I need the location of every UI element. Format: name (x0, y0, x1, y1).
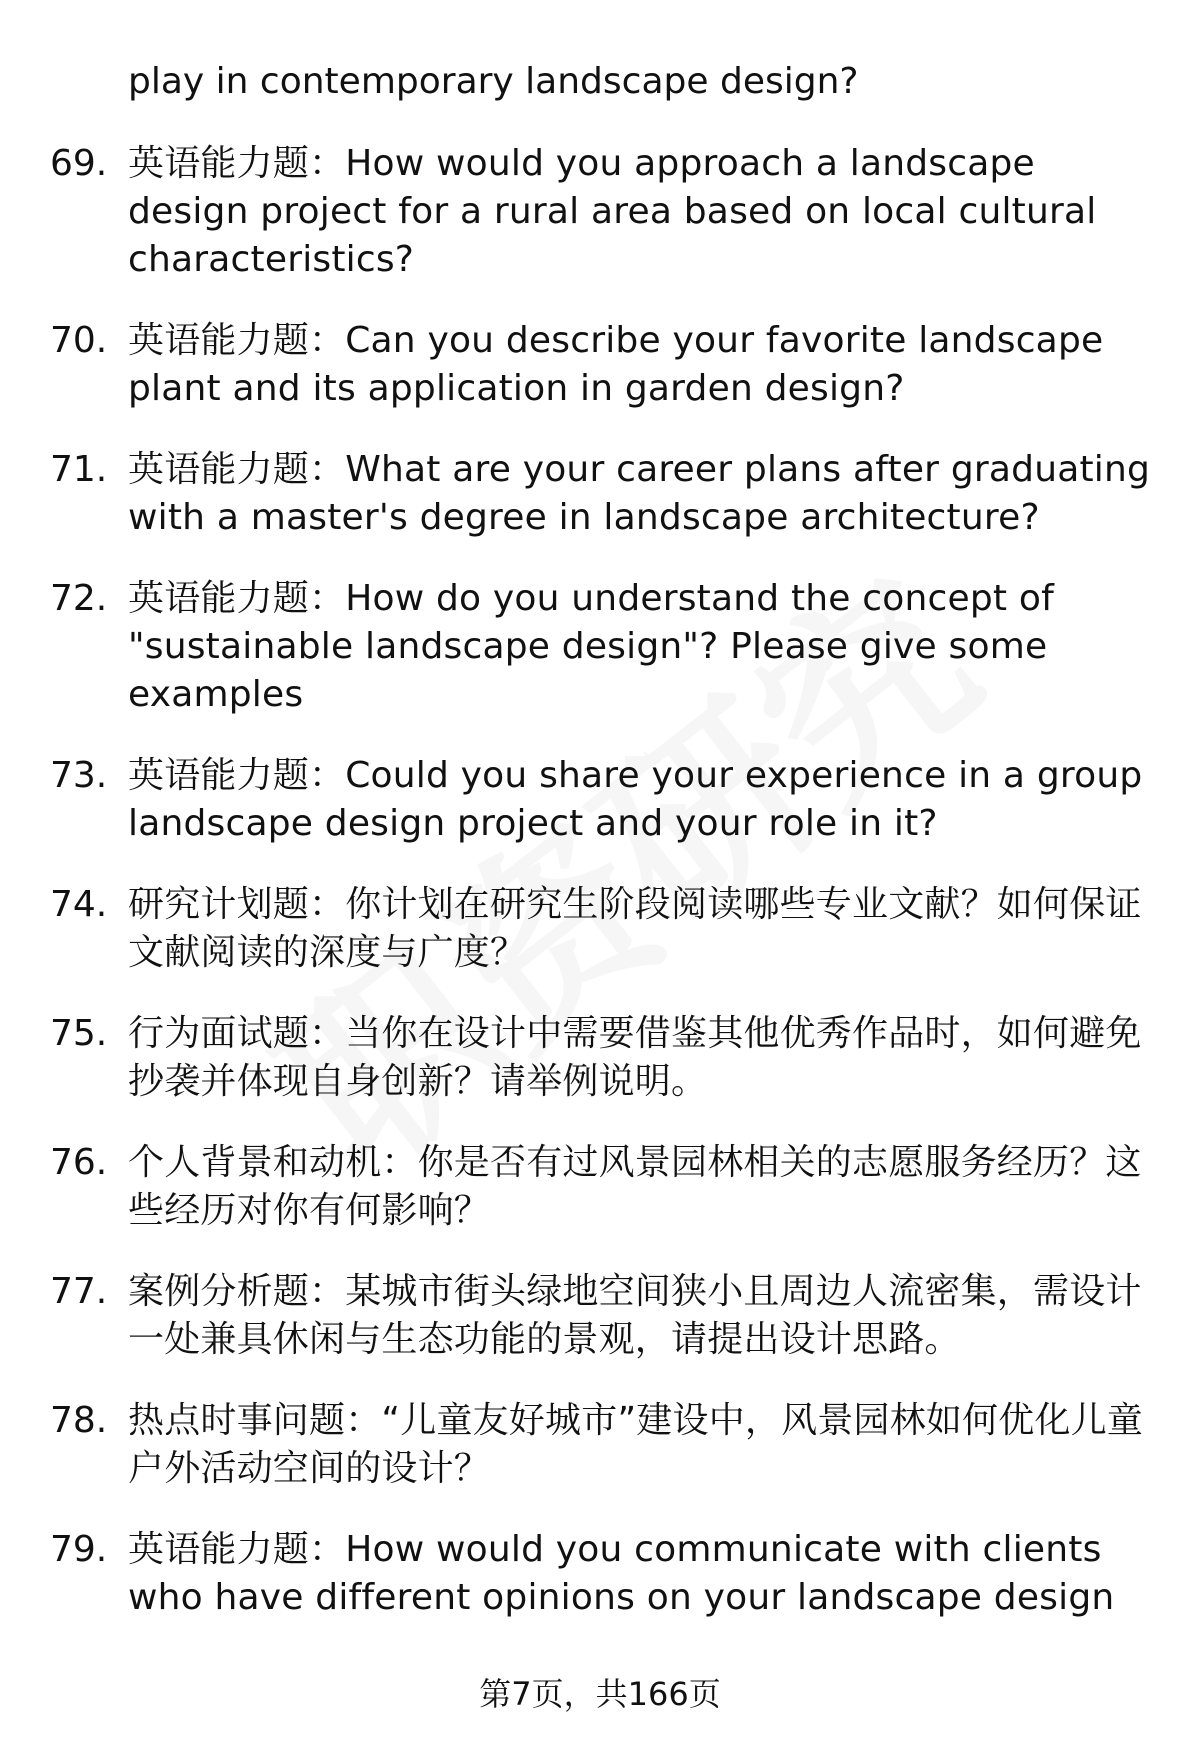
question-number: 69. (50, 143, 108, 184)
question-text: 英语能力题：How do you understand the concept of "sustainable landscape design"? Please give some examples (128, 578, 1054, 715)
question-number: 78. (50, 1400, 108, 1441)
question-number: 77. (50, 1271, 108, 1312)
question-text: 热点时事问题：“儿童友好城市”建设中，风景园林如何优化儿童户外活动空间的设计？ (128, 1400, 1144, 1489)
question-number: 73. (50, 755, 108, 796)
question-text: 英语能力题：Can you describe your favorite landscape plant and its application in garden design? (128, 320, 1104, 409)
question-list (0, 140, 1200, 1655)
question-item (0, 1010, 1200, 1106)
question-item (0, 1268, 1200, 1364)
question-item (0, 1397, 1200, 1493)
question-text: 行为面试题：当你在设计中需要借鉴其他优秀作品时，如何避免抄袭并体现自身创新？请举例说明。 (128, 1013, 1142, 1102)
question-text: 个人背景和动机：你是否有过风景园林相关的志愿服务经历？这些经历对你有何影响？ (128, 1142, 1142, 1231)
question-item (0, 1139, 1200, 1235)
question-number: 74. (50, 884, 108, 925)
question-number: 79. (50, 1529, 108, 1570)
question-number: 71. (50, 449, 108, 490)
question-item (0, 575, 1200, 719)
question-item (0, 140, 1200, 284)
question-number: 70. (50, 320, 108, 361)
question-item (0, 881, 1200, 977)
continuation-line: play in contemporary landscape design? (128, 61, 859, 102)
question-number: 72. (50, 578, 108, 619)
question-text: 研究计划题：你计划在研究生阶段阅读哪些专业文献？如何保证文献阅读的深度与广度？ (128, 884, 1142, 973)
question-text: 英语能力题：Could you share your experience in a group landscape design project and your role in it? (128, 755, 1143, 844)
question-number: 76. (50, 1142, 108, 1183)
question-text: 案例分析题：某城市街头绿地空间狭小且周边人流密集，需设计一处兼具休闲与生态功能的景观，请提出设计思路。 (128, 1271, 1142, 1360)
question-item (0, 752, 1200, 848)
question-number: 75. (50, 1013, 108, 1054)
question-text: 英语能力题：What are your career plans after graduating with a master's degree in landscape architecture? (128, 449, 1151, 538)
question-item (0, 446, 1200, 542)
question-item (0, 317, 1200, 413)
question-text: 英语能力题：How would you approach a landscape design project for a rural area based on local cultural characteristics? (128, 143, 1097, 280)
question-text: 英语能力题：How would you communicate with clients who have different opinions on your landscape design (128, 1529, 1115, 1618)
page-footer: 第7页，共166页 (479, 1675, 721, 1713)
question-item (0, 1526, 1200, 1622)
